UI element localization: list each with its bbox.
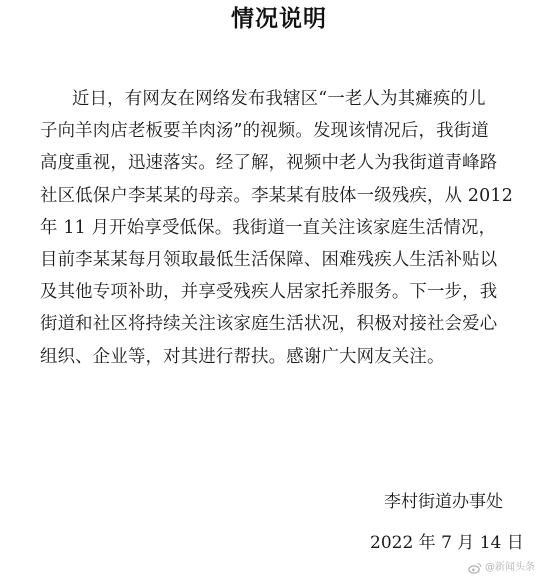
watermark-text: @新闻头条	[485, 562, 535, 573]
issue-date: 2022 年 7 月 14 日	[370, 533, 524, 553]
body-line: 年 11 月开始享受低保。我街道一直关注该家庭生活情况，	[40, 217, 497, 238]
body-line: 高度重视，迅速落实。经了解，视频中老人为我街道青峰路	[40, 153, 498, 174]
body-line: 组织、企业等，对其进行帮扶。感谢广大网友关注。	[40, 346, 445, 367]
document-title: 情况说明	[231, 6, 327, 32]
body-line: 近日，有网友在网络发布我辖区“一老人为其瘫痪的儿	[72, 89, 486, 109]
watermark	[468, 561, 535, 575]
issuer-signature: 李村街道办事处	[384, 492, 503, 512]
body-line: 及其他专项补助，并享受残疾人居家托养服务。下一步，我	[40, 282, 498, 303]
body-line: 子向羊肉店老板要羊肉汤”的视频。发现该情况后，我街道	[40, 121, 489, 142]
body-line: 目前李某某每月领取最低生活保障、困难残疾人生活补贴以	[40, 249, 498, 270]
weibo-logo-icon	[468, 562, 482, 574]
body-line: 社区低保户李某某的母亲。李某某有肢体一级残疾，从 2012	[40, 185, 513, 206]
body-line: 街道和社区将持续关注该家庭生活状况，积极对接社会爱心	[40, 314, 498, 335]
document-body	[40, 83, 520, 373]
